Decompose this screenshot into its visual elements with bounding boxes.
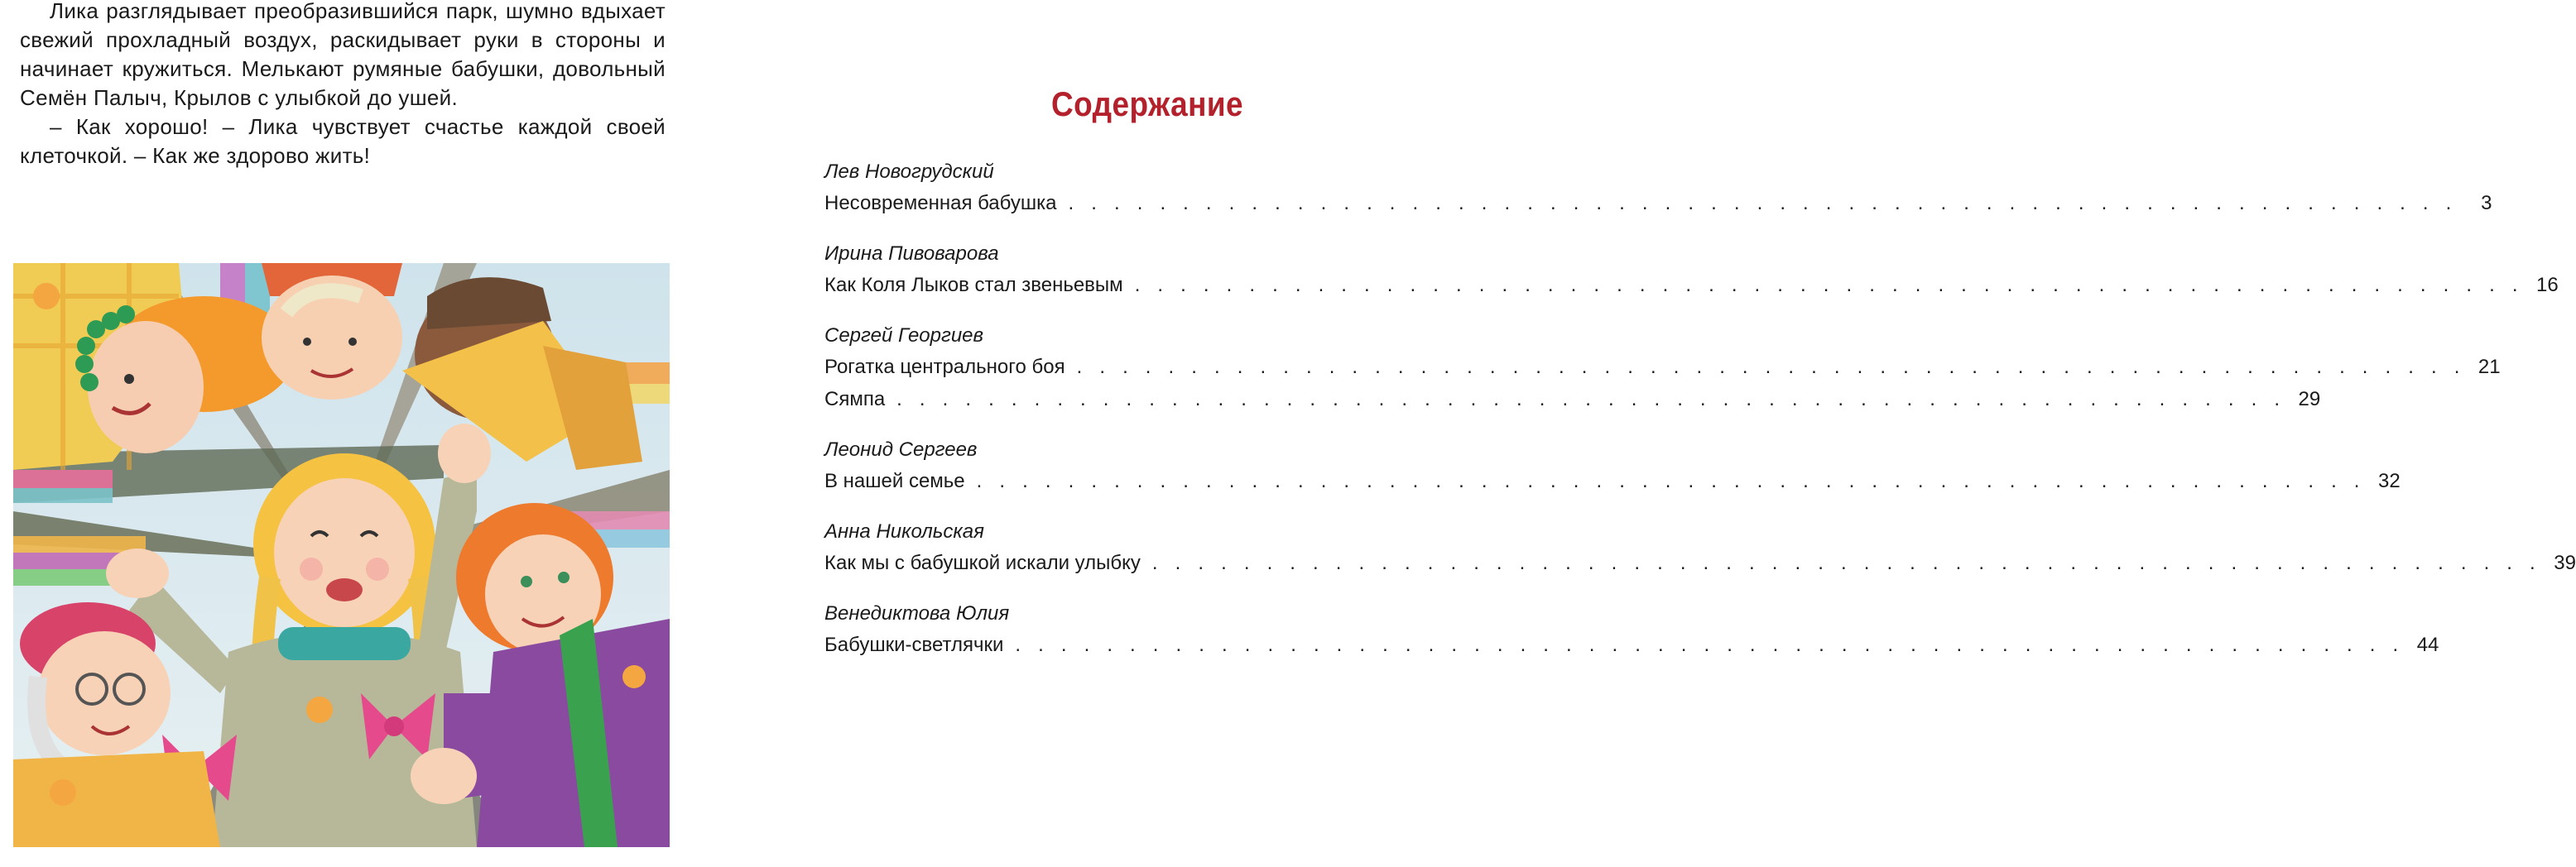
story-text — [20, 0, 666, 170]
toc-dot-leader: . . . . . . . . . . . . . . . . . . . . . . . . . . . . . . . . . . . . . . . . . . . . . . . . . . . . . . . . . . . . . — [896, 388, 2286, 410]
toc-entry-title: Сямпа — [824, 388, 886, 410]
toc-entry[interactable] — [824, 269, 2559, 301]
toc-group — [824, 157, 2492, 219]
illustration-children-and-grandmothers — [13, 263, 670, 847]
toc-author: Ирина Пивоварова — [824, 242, 999, 265]
toc-dot-leader: . . . . . . . . . . . . . . . . . . . . . . . . . . . . . . . . . . . . . . . . . . . . . . . . . . . . . . . . . . . . . — [976, 470, 2366, 492]
toc-entry[interactable] — [824, 383, 2321, 415]
toc-entry-title: Рогатка центрального боя — [824, 356, 1065, 378]
toc-list — [824, 157, 2576, 681]
toc-group — [824, 517, 2576, 579]
toc-page-number: 29 — [2298, 388, 2321, 410]
toc-entry-title: Несовременная бабушка — [824, 192, 1057, 214]
toc-dot-leader: . . . . . . . . . . . . . . . . . . . . . . . . . . . . . . . . . . . . . . . . . . . . . . . . . . . . . . . . . . . . . — [1151, 552, 2541, 574]
toc-entry[interactable] — [824, 465, 2401, 497]
toc-entry-title: Как Коля Лыков стал звеньевым — [824, 274, 1123, 296]
toc-page-number: 21 — [2477, 356, 2501, 378]
toc-page-number: 16 — [2536, 274, 2559, 296]
toc-entry[interactable] — [824, 629, 2439, 661]
toc-page-number: 44 — [2416, 634, 2439, 656]
toc-page-number: 32 — [2377, 470, 2401, 492]
toc-page-number: 39 — [2554, 552, 2576, 574]
toc-dot-leader: . . . . . . . . . . . . . . . . . . . . . . . . . . . . . . . . . . . . . . . . . . . . . . . . . . . . . . . . . . . . . — [1076, 356, 2466, 378]
toc-entry-title: В нашей семье — [824, 470, 965, 492]
toc-entry-title: Как мы с бабушкой искали улыбку — [824, 552, 1141, 574]
toc-entry-title: Бабушки-светлячки — [824, 634, 1004, 656]
toc-author: Лев Новогрудский — [824, 160, 994, 183]
toc-group — [824, 239, 2559, 301]
toc-entry[interactable] — [824, 187, 2492, 219]
toc-entry[interactable] — [824, 547, 2576, 579]
story-paragraph: Лика разглядывает преобразившийся парк, шумно вдыхает свежий прохладный воздух, раскидывает руки в стороны и начинает кружиться. Мелькают румяные бабушки, довольный Семён Палыч, Крылов с улыбкой до ушей. — [20, 0, 666, 110]
toc-author: Анна Никольская — [824, 520, 984, 543]
toc-author: Леонид Сергеев — [824, 438, 978, 461]
toc-entry[interactable] — [824, 351, 2501, 383]
toc-dot-leader: . . . . . . . . . . . . . . . . . . . . . . . . . . . . . . . . . . . . . . . . . . . . . . . . . . . . . . . . . . . . . — [1015, 634, 2405, 656]
toc-dot-leader: . . . . . . . . . . . . . . . . . . . . . . . . . . . . . . . . . . . . . . . . . . . . . . . . . . . . . . . . . . . . . — [1134, 274, 2524, 296]
toc-page-number: 3 — [2481, 192, 2492, 214]
toc-title: Содержание — [1050, 84, 1244, 123]
toc-group — [824, 599, 2439, 661]
story-paragraph: – Как хорошо! – Лика чувствует счастье каждой своей клеточкой. – Как же здорово жить! — [20, 114, 666, 168]
table-of-contents — [824, 0, 2576, 867]
toc-group — [824, 435, 2401, 497]
toc-author: Сергей Георгиев — [824, 324, 984, 347]
toc-author: Венедиктова Юлия — [824, 602, 1010, 625]
toc-group — [824, 321, 2501, 415]
toc-dot-leader: . . . . . . . . . . . . . . . . . . . . . . . . . . . . . . . . . . . . . . . . . . . . . . . . . . . . . . . . . . . . . — [1068, 192, 2458, 214]
